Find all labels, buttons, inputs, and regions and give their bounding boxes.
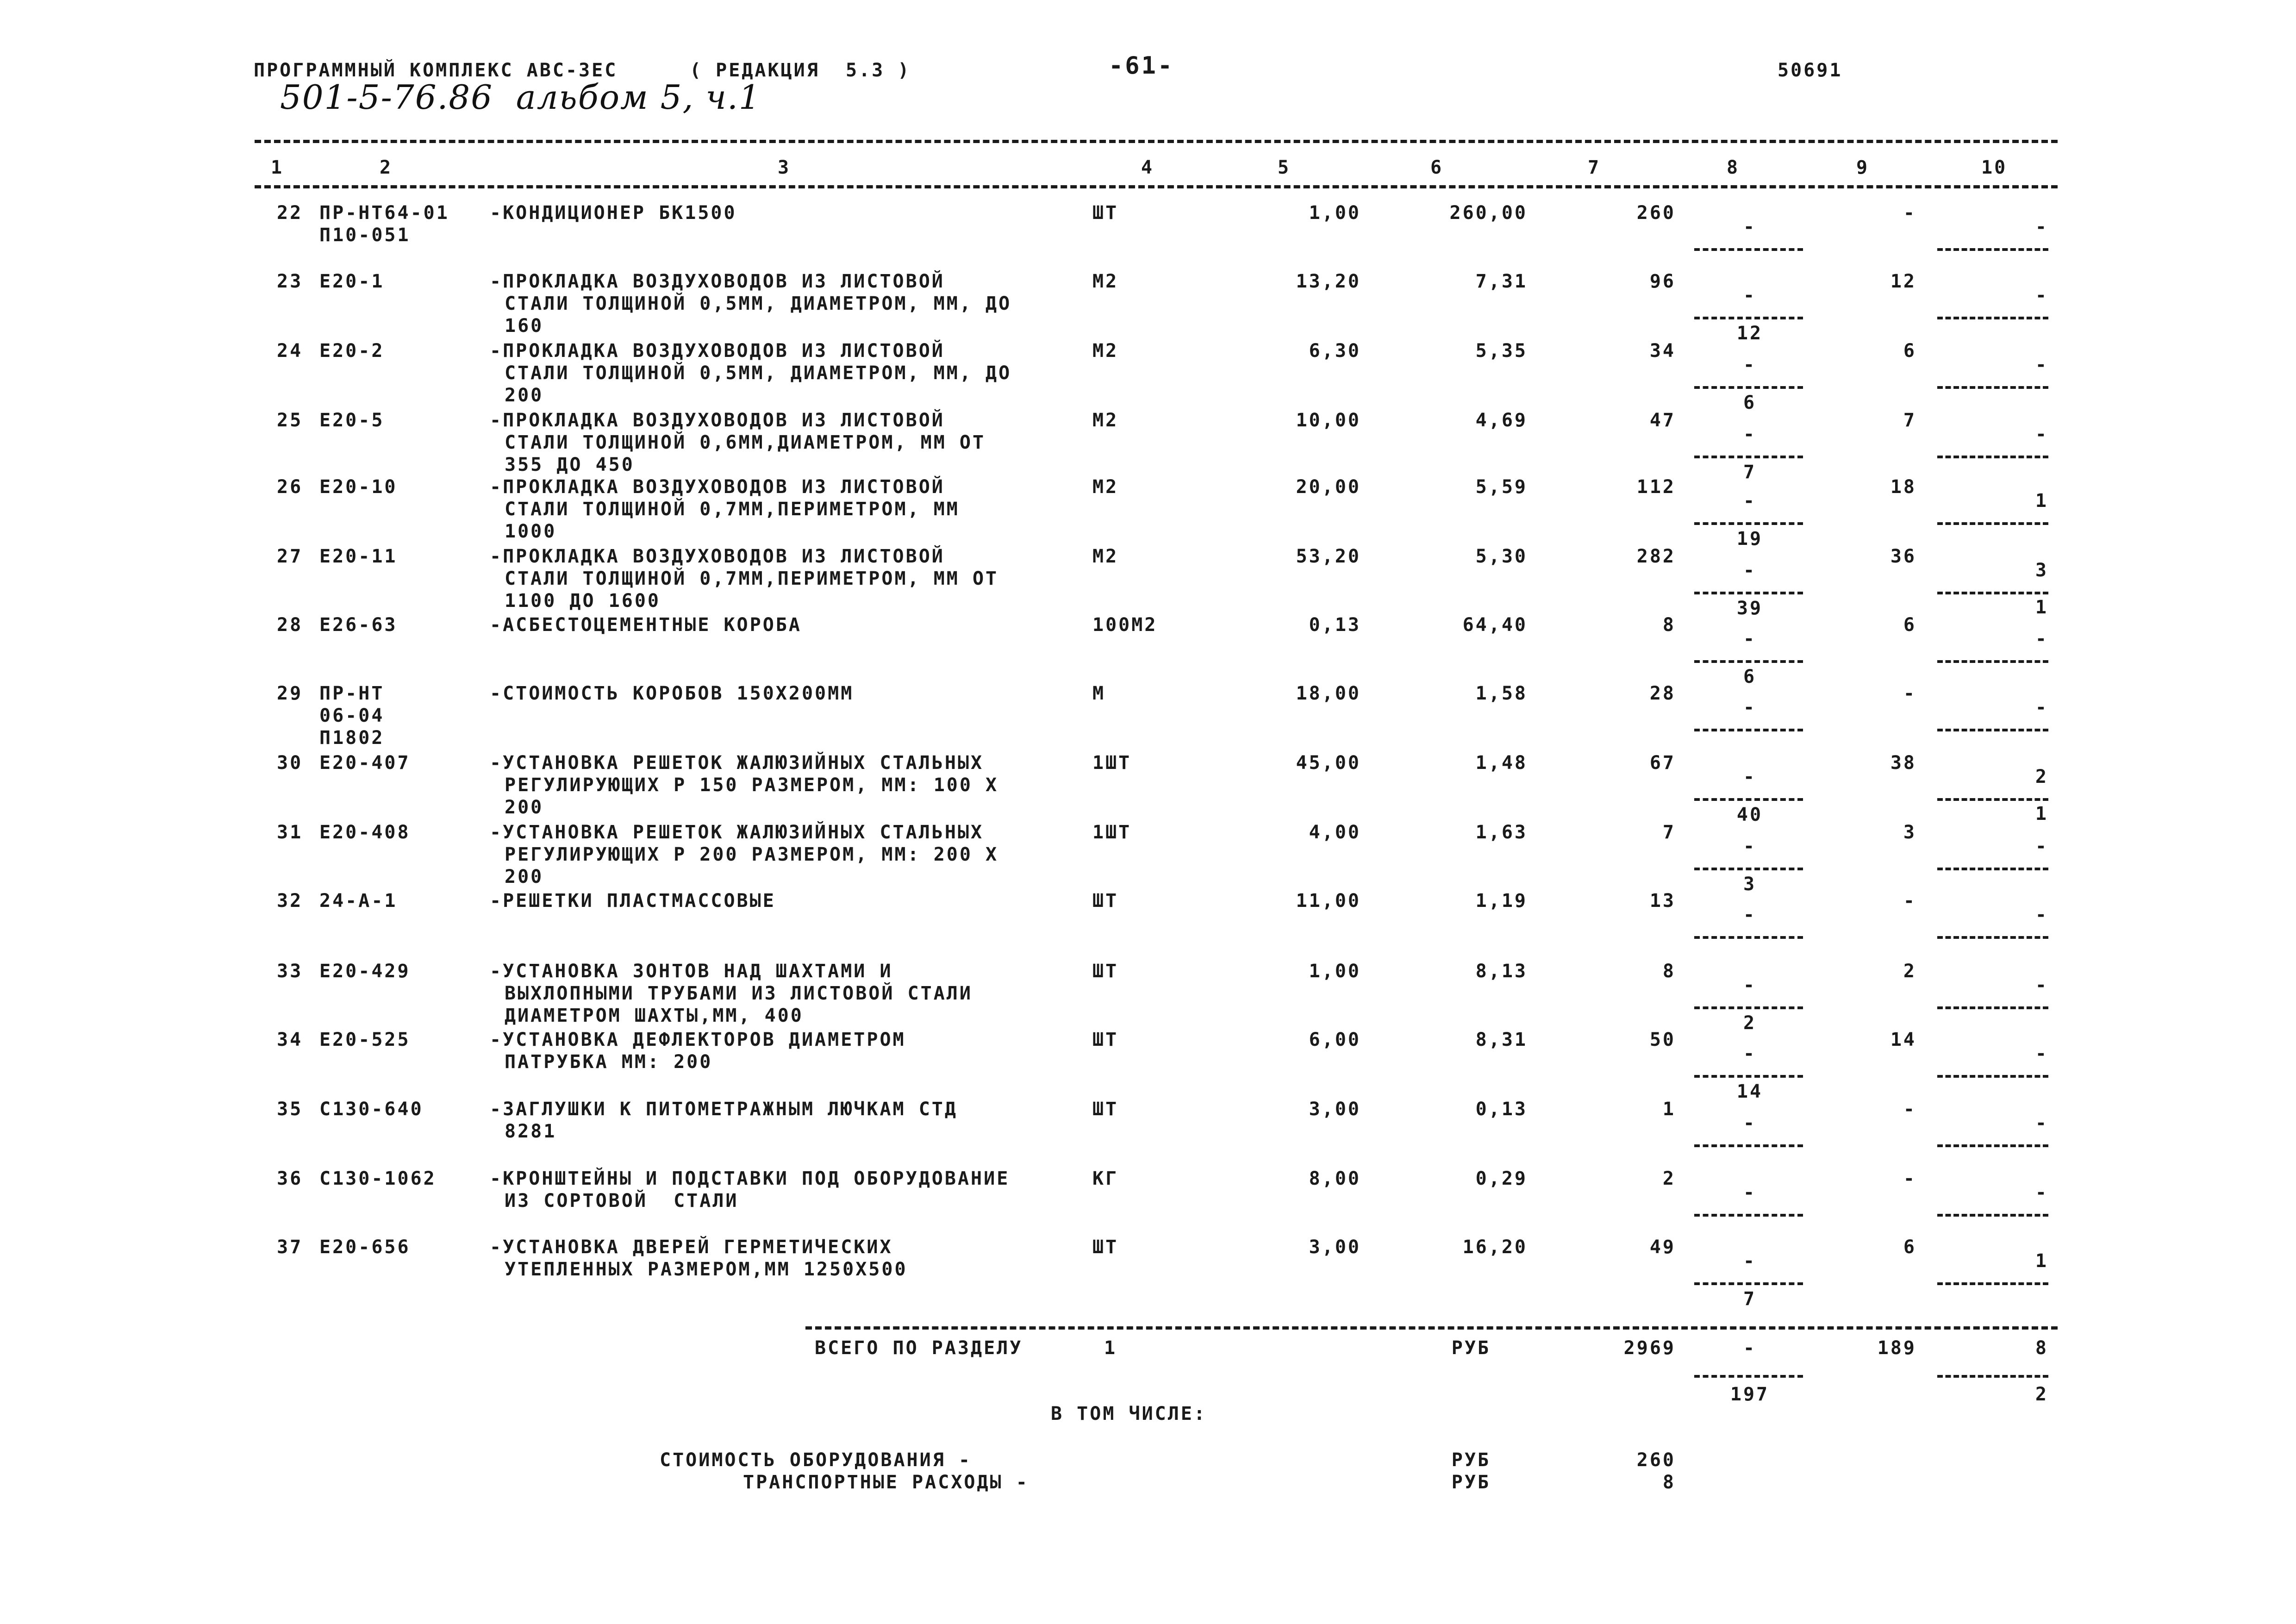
row-description: -РЕШЕТКИ ПЛАСТМАССОВЫЕ xyxy=(490,890,776,912)
row-description: -УСТАНОВКА РЕШЕТОК ЖАЛЮЗИЙНЫХ СТАЛЬНЫХ xyxy=(490,822,984,843)
totals-col10-top: 8 xyxy=(2035,1337,2048,1359)
row-number: 26 xyxy=(277,476,303,498)
row-col9: 2 xyxy=(1903,961,1916,982)
row-col9: - xyxy=(1903,202,1916,224)
totals-col8-bottom: 197 xyxy=(1730,1384,1770,1405)
row-unit-price: 7,31 xyxy=(1475,271,1528,292)
row-unit: 1ШТ xyxy=(1092,822,1132,843)
row-col10-rule xyxy=(1937,248,2048,251)
row-col8-rule xyxy=(1694,868,1803,870)
row-code: Е26-63 xyxy=(319,614,398,636)
row-col9: - xyxy=(1903,1168,1916,1189)
row-quantity: 6,30 xyxy=(1309,340,1361,362)
totals-col8-top: - xyxy=(1743,1337,1757,1359)
row-quantity: 10,00 xyxy=(1296,410,1361,431)
row-number: 22 xyxy=(277,202,303,224)
row-number: 35 xyxy=(277,1099,303,1120)
row-unit: М2 xyxy=(1092,271,1119,292)
row-description: 8281 xyxy=(505,1121,557,1142)
row-description: ПАТРУБКА ММ: 200 xyxy=(505,1051,713,1073)
row-col10-top: 3 xyxy=(2035,560,2048,581)
row-col8-bottom: 12 xyxy=(1736,323,1763,344)
row-col8-rule xyxy=(1694,317,1803,319)
row-col9: 6 xyxy=(1903,614,1916,636)
row-col8-rule xyxy=(1694,1282,1803,1285)
row-unit-price: 5,59 xyxy=(1475,476,1528,498)
row-quantity: 1,00 xyxy=(1309,202,1361,224)
row-col9: 12 xyxy=(1890,271,1916,292)
row-col8-rule xyxy=(1694,729,1803,731)
row-code: Е20-429 xyxy=(319,961,411,982)
row-number: 34 xyxy=(277,1029,303,1050)
row-col10-top: - xyxy=(2035,628,2048,650)
row-unit-price: 0,29 xyxy=(1475,1168,1528,1189)
row-col8-top: - xyxy=(1743,1043,1757,1064)
row-col8-bottom: 40 xyxy=(1736,804,1763,825)
row-quantity: 18,00 xyxy=(1296,683,1361,704)
row-number: 31 xyxy=(277,822,303,843)
column-header-4: 4 xyxy=(1141,157,1154,178)
totals-col10-rule xyxy=(1937,1375,2048,1378)
row-number: 33 xyxy=(277,961,303,982)
column-header-2: 2 xyxy=(380,157,393,178)
row-code: С130-640 xyxy=(319,1099,424,1120)
row-col9: 3 xyxy=(1903,822,1916,843)
row-col10-rule xyxy=(1937,798,2048,801)
row-code: П10-051 xyxy=(319,225,411,246)
row-col8-top: - xyxy=(1743,1182,1757,1203)
row-number: 27 xyxy=(277,546,303,567)
row-col10-top: - xyxy=(2035,836,2048,857)
row-col10-top: - xyxy=(2035,285,2048,306)
row-col9: - xyxy=(1903,683,1916,704)
row-col8-bottom: 6 xyxy=(1743,666,1757,687)
row-code: Е20-1 xyxy=(319,271,385,292)
row-total: 13 xyxy=(1649,890,1676,912)
row-col9: - xyxy=(1903,1099,1916,1120)
row-col10-top: - xyxy=(2035,1182,2048,1203)
row-total: 67 xyxy=(1649,752,1676,774)
row-col10-top: - xyxy=(2035,216,2048,237)
row-unit-price: 5,35 xyxy=(1475,340,1528,362)
row-col10-rule xyxy=(1937,592,2048,594)
row-col10-rule xyxy=(1937,1214,2048,1217)
row-col8-top: - xyxy=(1743,836,1757,857)
row-col10-rule xyxy=(1937,660,2048,663)
row-col8-top: - xyxy=(1743,697,1757,718)
row-unit: М2 xyxy=(1092,546,1119,567)
row-col8-rule xyxy=(1694,386,1803,389)
row-unit: КГ xyxy=(1092,1168,1119,1189)
row-col10-rule xyxy=(1937,386,2048,389)
column-header-1: 1 xyxy=(271,157,284,178)
row-code: Е20-525 xyxy=(319,1029,411,1050)
row-total: 260 xyxy=(1636,202,1676,224)
row-description: 355 ДО 450 xyxy=(505,454,635,475)
row-col10-top: 2 xyxy=(2035,766,2048,787)
row-col9: 7 xyxy=(1903,410,1916,431)
row-total: 49 xyxy=(1649,1237,1676,1258)
row-unit: М2 xyxy=(1092,410,1119,431)
row-total: 282 xyxy=(1636,546,1676,567)
row-col10-rule xyxy=(1937,522,2048,525)
totals-col8-rule xyxy=(1694,1375,1803,1378)
row-quantity: 53,20 xyxy=(1296,546,1361,567)
row-col8-top: - xyxy=(1743,766,1757,787)
row-description: СТАЛИ ТОЛЩИНОЙ 0,7ММ,ПЕРИМЕТРОМ, ММ ОТ xyxy=(505,568,999,589)
row-total: 34 xyxy=(1649,340,1676,362)
row-unit-price: 5,30 xyxy=(1475,546,1528,567)
row-col10-top: - xyxy=(2035,354,2048,375)
row-description: РЕГУЛИРУЮЩИХ Р 200 РАЗМЕРОМ, ММ: 200 Х xyxy=(505,844,999,865)
row-unit-price: 1,48 xyxy=(1475,752,1528,774)
row-description: ДИАМЕТРОМ ШАХТЫ,ММ, 400 xyxy=(505,1005,804,1026)
row-col8-bottom: 7 xyxy=(1743,1288,1757,1310)
row-col10-rule xyxy=(1937,729,2048,731)
row-total: 28 xyxy=(1649,683,1676,704)
row-unit-price: 16,20 xyxy=(1462,1237,1528,1258)
column-header-8: 8 xyxy=(1727,157,1740,178)
row-col8-rule xyxy=(1694,798,1803,801)
totals-col9: 189 xyxy=(1877,1337,1916,1359)
column-header-6: 6 xyxy=(1430,157,1444,178)
row-col8-top: - xyxy=(1743,490,1757,512)
row-unit: ШТ xyxy=(1092,1029,1119,1050)
row-unit-price: 8,31 xyxy=(1475,1029,1528,1050)
row-quantity: 1,00 xyxy=(1309,961,1361,982)
row-col9: 36 xyxy=(1890,546,1916,567)
row-unit-price: 0,13 xyxy=(1475,1099,1528,1120)
row-unit-price: 260,00 xyxy=(1449,202,1528,224)
row-number: 37 xyxy=(277,1237,303,1258)
row-code: Е20-408 xyxy=(319,822,411,843)
row-quantity: 6,00 xyxy=(1309,1029,1361,1050)
row-quantity: 11,00 xyxy=(1296,890,1361,912)
column-header-9: 9 xyxy=(1856,157,1870,178)
row-description: -СТОИМОСТЬ КОРОБОВ 150Х200ММ xyxy=(490,683,854,704)
row-col8-top: - xyxy=(1743,560,1757,581)
row-quantity: 13,20 xyxy=(1296,271,1361,292)
row-number: 28 xyxy=(277,614,303,636)
row-col10-rule xyxy=(1937,456,2048,458)
row-description: -УСТАНОВКА ЗОНТОВ НАД ШАХТАМИ И xyxy=(490,961,893,982)
row-col8-rule xyxy=(1694,1214,1803,1217)
row-quantity: 8,00 xyxy=(1309,1168,1361,1189)
row-col8-rule xyxy=(1694,1006,1803,1009)
row-unit: ШТ xyxy=(1092,1237,1119,1258)
row-code: Е20-5 xyxy=(319,410,385,431)
row-unit: 100М2 xyxy=(1092,614,1158,636)
program-title: ПРОГРАММНЫЙ КОМПЛЕКС АВС-ЗЕС xyxy=(254,60,618,81)
document-number: 50691 xyxy=(1778,60,1843,81)
row-col10-top: 1 xyxy=(2035,1250,2048,1272)
transport-cost-label: ТРАНСПОРТНЫЕ РАСХОДЫ - xyxy=(743,1472,1029,1493)
row-col9: 18 xyxy=(1890,476,1916,498)
row-unit: М2 xyxy=(1092,476,1119,498)
row-description: -ЗАГЛУШКИ К ПИТОМЕТРАЖНЫМ ЛЮЧКАМ СТД xyxy=(490,1099,958,1120)
row-total: 1 xyxy=(1662,1099,1676,1120)
row-code: С130-1062 xyxy=(319,1168,437,1189)
edition-label: ( РЕДАКЦИЯ 5.3 ) xyxy=(690,60,911,81)
row-col8-top: - xyxy=(1743,424,1757,445)
row-col9: 38 xyxy=(1890,752,1916,774)
row-description: -ПРОКЛАДКА ВОЗДУХОВОДОВ ИЗ ЛИСТОВОЙ xyxy=(490,476,945,498)
header-top-rule xyxy=(255,140,2058,143)
row-col10-rule xyxy=(1937,868,2048,870)
equipment-cost-value: 260 xyxy=(1636,1449,1676,1471)
row-unit: ШТ xyxy=(1092,202,1119,224)
column-header-3: 3 xyxy=(778,157,791,178)
row-number: 25 xyxy=(277,410,303,431)
row-description: СТАЛИ ТОЛЩИНОЙ 0,5ММ, ДИАМЕТРОМ, ММ, ДО xyxy=(505,293,1012,314)
transport-cost-value: 8 xyxy=(1662,1472,1676,1493)
row-total: 7 xyxy=(1662,822,1676,843)
row-col8-bottom: 3 xyxy=(1743,874,1757,895)
row-unit: 1ШТ xyxy=(1092,752,1132,774)
totals-rule xyxy=(805,1326,2058,1330)
row-quantity: 45,00 xyxy=(1296,752,1361,774)
row-unit-price: 64,40 xyxy=(1462,614,1528,636)
row-col8-rule xyxy=(1694,936,1803,939)
row-number: 29 xyxy=(277,683,303,704)
row-col9: 6 xyxy=(1903,340,1916,362)
row-description: УТЕПЛЕННЫХ РАЗМЕРОМ,ММ 1250Х500 xyxy=(505,1259,908,1280)
row-col10-top: - xyxy=(2035,974,2048,996)
row-description: -ПРОКЛАДКА ВОЗДУХОВОДОВ ИЗ ЛИСТОВОЙ xyxy=(490,546,945,567)
row-description: РЕГУЛИРУЮЩИХ Р 150 РАЗМЕРОМ, ММ: 100 Х xyxy=(505,775,999,796)
row-description: 1100 ДО 1600 xyxy=(505,590,661,612)
row-number: 24 xyxy=(277,340,303,362)
row-unit: ШТ xyxy=(1092,1099,1119,1120)
column-header-7: 7 xyxy=(1588,157,1601,178)
row-col8-rule xyxy=(1694,522,1803,525)
row-number: 32 xyxy=(277,890,303,912)
row-col8-bottom: 19 xyxy=(1736,528,1763,550)
row-description: ВЫХЛОПНЫМИ ТРУБАМИ ИЗ ЛИСТОВОЙ СТАЛИ xyxy=(505,983,973,1004)
row-col8-bottom: 2 xyxy=(1743,1012,1757,1034)
row-col8-top: - xyxy=(1743,1250,1757,1272)
totals-label: ВСЕГО ПО РАЗДЕЛУ xyxy=(815,1337,1023,1359)
row-col10-rule xyxy=(1937,936,2048,939)
row-number: 23 xyxy=(277,271,303,292)
row-code: Е20-407 xyxy=(319,752,411,774)
row-description: 200 xyxy=(505,866,544,887)
column-header-5: 5 xyxy=(1278,157,1291,178)
row-unit: М2 xyxy=(1092,340,1119,362)
row-description: -ПРОКЛАДКА ВОЗДУХОВОДОВ ИЗ ЛИСТОВОЙ xyxy=(490,410,945,431)
row-col8-top: - xyxy=(1743,974,1757,996)
row-col8-bottom: 14 xyxy=(1736,1081,1763,1102)
row-col8-top: - xyxy=(1743,904,1757,925)
row-description: -ПРОКЛАДКА ВОЗДУХОВОДОВ ИЗ ЛИСТОВОЙ xyxy=(490,340,945,362)
handwritten-reference: 501-5-76.86 альбом 5, ч.1 xyxy=(280,78,761,117)
row-col8-rule xyxy=(1694,1075,1803,1078)
row-col10-rule xyxy=(1937,1282,2048,1285)
row-unit: М xyxy=(1092,683,1106,704)
row-description: СТАЛИ ТОЛЩИНОЙ 0,5ММ, ДИАМЕТРОМ, ММ, ДО xyxy=(505,362,1012,384)
row-code: Е20-2 xyxy=(319,340,385,362)
row-col9: 14 xyxy=(1890,1029,1916,1050)
row-col10-top: 1 xyxy=(2035,490,2048,512)
row-col8-bottom: 39 xyxy=(1736,598,1763,619)
row-quantity: 0,13 xyxy=(1309,614,1361,636)
row-total: 2 xyxy=(1662,1168,1676,1189)
row-code: П1802 xyxy=(319,727,385,749)
row-code: 24-А-1 xyxy=(319,890,398,912)
row-description: СТАЛИ ТОЛЩИНОЙ 0,6ММ,ДИАМЕТРОМ, ММ ОТ xyxy=(505,432,986,453)
row-total: 112 xyxy=(1636,476,1676,498)
totals-col10-bottom: 2 xyxy=(2035,1384,2048,1405)
row-col8-rule xyxy=(1694,660,1803,663)
equipment-cost-currency: РУБ xyxy=(1451,1449,1491,1471)
row-col10-top: - xyxy=(2035,424,2048,445)
row-description: 200 xyxy=(505,385,544,406)
row-description: СТАЛИ ТОЛЩИНОЙ 0,7ММ,ПЕРИМЕТРОМ, ММ xyxy=(505,499,960,520)
row-col10-top: - xyxy=(2035,697,2048,718)
totals-currency: РУБ xyxy=(1451,1337,1491,1359)
row-col8-top: - xyxy=(1743,1112,1757,1134)
totals-qty: 1 xyxy=(1104,1337,1117,1359)
row-total: 50 xyxy=(1649,1029,1676,1050)
row-unit-price: 8,13 xyxy=(1475,961,1528,982)
row-unit-price: 4,69 xyxy=(1475,410,1528,431)
header-bottom-rule xyxy=(255,185,2058,188)
row-col8-rule xyxy=(1694,248,1803,251)
row-col10-rule xyxy=(1937,1075,2048,1078)
row-col10-rule xyxy=(1937,317,2048,319)
including-label: В ТОМ ЧИСЛЕ: xyxy=(1051,1403,1207,1424)
row-code: Е20-10 xyxy=(319,476,398,498)
row-number: 36 xyxy=(277,1168,303,1189)
row-description: -КОНДИЦИОНЕР БК1500 xyxy=(490,202,737,224)
row-total: 8 xyxy=(1662,614,1676,636)
row-col8-bottom: 7 xyxy=(1743,462,1757,483)
row-unit-price: 1,58 xyxy=(1475,683,1528,704)
row-col8-rule xyxy=(1694,1144,1803,1147)
row-col10-rule xyxy=(1937,1144,2048,1147)
row-col9: - xyxy=(1903,890,1916,912)
row-code: Е20-11 xyxy=(319,546,398,567)
row-description: 200 xyxy=(505,797,544,818)
row-col8-rule xyxy=(1694,456,1803,458)
row-code: ПР-НТ xyxy=(319,683,385,704)
row-col10-top: - xyxy=(2035,1043,2048,1064)
row-col8-bottom: 6 xyxy=(1743,392,1757,413)
totals-sum: 2969 xyxy=(1623,1337,1676,1359)
row-code: 06-04 xyxy=(319,705,385,726)
row-unit-price: 1,19 xyxy=(1475,890,1528,912)
row-description: ИЗ СОРТОВОЙ СТАЛИ xyxy=(505,1190,739,1212)
row-col9: 6 xyxy=(1903,1237,1916,1258)
page-number: -61- xyxy=(1109,52,1174,80)
row-description: -КРОНШТЕЙНЫ И ПОДСТАВКИ ПОД ОБОРУДОВАНИЕ xyxy=(490,1168,1010,1189)
row-description: 1000 xyxy=(505,521,557,542)
transport-cost-currency: РУБ xyxy=(1451,1472,1491,1493)
row-description: -УСТАНОВКА ДЕФЛЕКТОРОВ ДИАМЕТРОМ xyxy=(490,1029,906,1050)
row-col10-rule xyxy=(1937,1006,2048,1009)
row-quantity: 4,00 xyxy=(1309,822,1361,843)
row-col8-top: - xyxy=(1743,216,1757,237)
row-description: -УСТАНОВКА ДВЕРЕЙ ГЕРМЕТИЧЕСКИХ xyxy=(490,1237,893,1258)
row-col10-top: - xyxy=(2035,904,2048,925)
row-total: 47 xyxy=(1649,410,1676,431)
column-header-10: 10 xyxy=(1981,157,2008,178)
row-col8-top: - xyxy=(1743,354,1757,375)
row-col8-top: - xyxy=(1743,285,1757,306)
row-unit: ШТ xyxy=(1092,961,1119,982)
row-total: 8 xyxy=(1662,961,1676,982)
row-col8-rule xyxy=(1694,592,1803,594)
row-col10-bottom: 1 xyxy=(2035,803,2048,824)
row-quantity: 3,00 xyxy=(1309,1237,1361,1258)
row-quantity: 3,00 xyxy=(1309,1099,1361,1120)
row-col10-bottom: 1 xyxy=(2035,597,2048,618)
row-code: Е20-656 xyxy=(319,1237,411,1258)
row-number: 30 xyxy=(277,752,303,774)
equipment-cost-label: СТОИМОСТЬ ОБОРУДОВАНИЯ - xyxy=(660,1449,972,1471)
row-description: -ПРОКЛАДКА ВОЗДУХОВОДОВ ИЗ ЛИСТОВОЙ xyxy=(490,271,945,292)
row-unit: ШТ xyxy=(1092,890,1119,912)
row-unit-price: 1,63 xyxy=(1475,822,1528,843)
row-description: -УСТАНОВКА РЕШЕТОК ЖАЛЮЗИЙНЫХ СТАЛЬНЫХ xyxy=(490,752,984,774)
row-col8-top: - xyxy=(1743,628,1757,650)
row-total: 96 xyxy=(1649,271,1676,292)
row-description: 160 xyxy=(505,315,544,337)
row-description: -АСБЕСТОЦЕМЕНТНЫЕ КОРОБА xyxy=(490,614,802,636)
row-col10-top: - xyxy=(2035,1112,2048,1134)
row-quantity: 20,00 xyxy=(1296,476,1361,498)
row-code: ПР-НТ64-01 xyxy=(319,202,449,224)
